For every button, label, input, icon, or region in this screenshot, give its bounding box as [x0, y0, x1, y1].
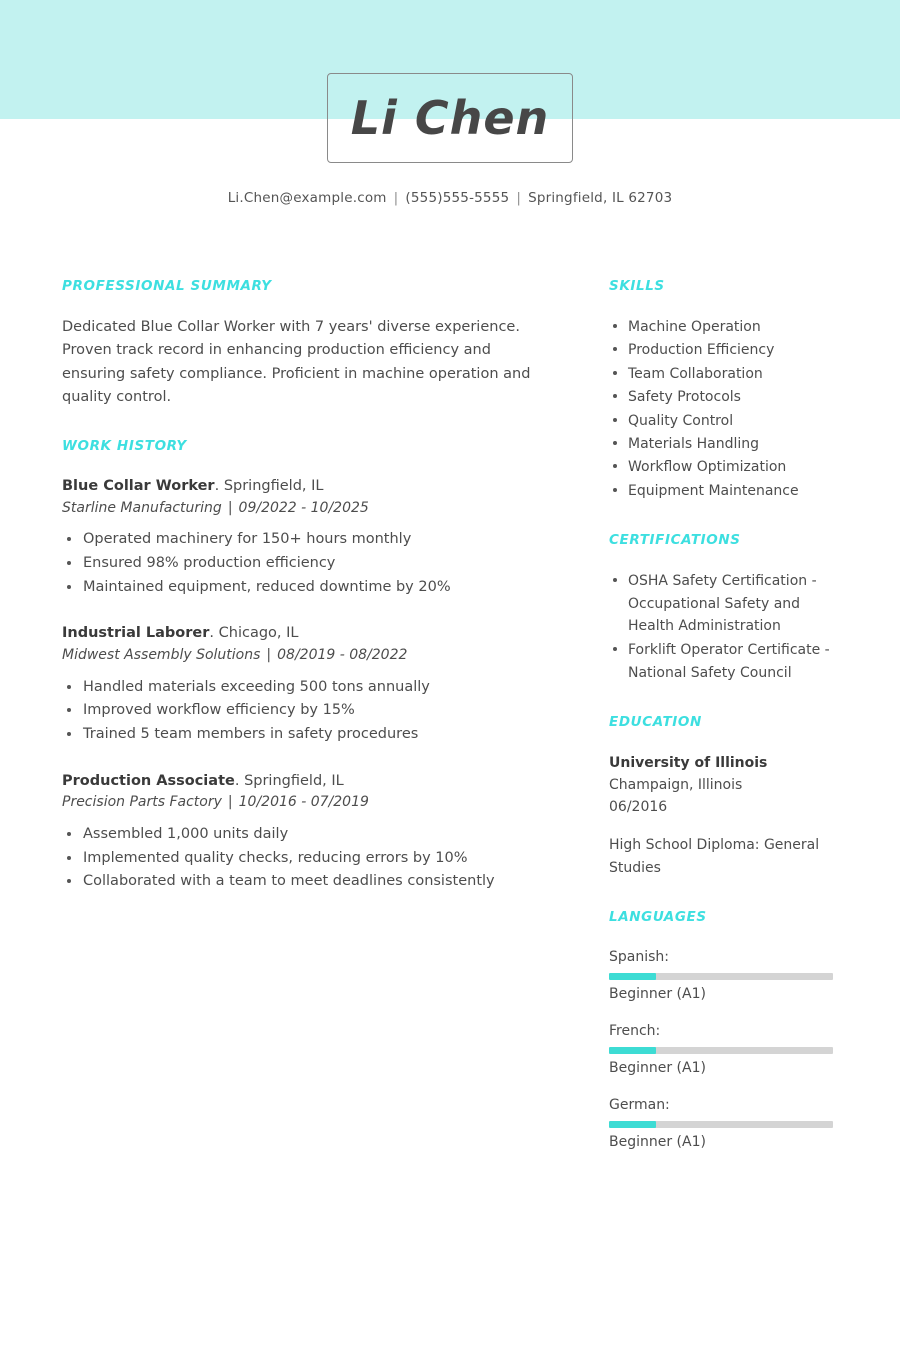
section-professional-summary [62, 278, 532, 410]
summary-heading: PROFESSIONAL SUMMARY [62, 278, 272, 294]
education-school: University of Illinois [609, 755, 768, 772]
resume-body [0, 278, 900, 1181]
language-proficiency-fill [609, 1047, 656, 1054]
work-history-heading: WORK HISTORY [62, 437, 187, 454]
job-entry [62, 623, 532, 746]
job-company: Starline Manufacturing [62, 499, 222, 516]
job-entry [62, 771, 532, 894]
language-proficiency-bar [609, 1047, 833, 1054]
job-dates: 10/2016 - 07/2019 [238, 794, 369, 811]
job-entry [62, 476, 532, 599]
education-list [609, 752, 837, 879]
job-title-line: Industrial Laborer. Chicago, IL [62, 625, 299, 642]
contact-separator-1: | [393, 190, 399, 206]
language-proficiency-bar [609, 1121, 833, 1128]
job-bullet: Maintained equipment, reduced downtime by 20% [62, 576, 532, 600]
education-heading: EDUCATION [609, 714, 702, 731]
job-bullet: Collaborated with a team to meet deadlines consistently [62, 870, 532, 894]
language-entry [609, 1095, 837, 1153]
section-certifications [609, 532, 837, 684]
contact-separator-2: | [516, 190, 522, 206]
skill-item: Workflow Optimization [609, 456, 837, 478]
language-name: French: [609, 1022, 661, 1039]
job-bullet: Trained 5 team members in safety procedures [62, 723, 532, 747]
job-company-line [62, 645, 532, 667]
language-level: Beginner (A1) [609, 985, 706, 1002]
job-title-line: Production Associate. Springfield, IL [62, 772, 344, 789]
summary-text: Dedicated Blue Collar Worker with 7 years' diverse experience. Proven track record in enhancing production efficiency and ensuring safety compliance. Proficient in machine operation and quality control. [62, 319, 531, 406]
job-bullet: Ensured 98% production efficiency [62, 552, 532, 576]
education-entry [609, 752, 837, 818]
left-column [62, 278, 542, 922]
job-bullet: Handled materials exceeding 500 tons annually [62, 676, 532, 700]
job-bullet-list [62, 823, 532, 894]
certification-item: OSHA Safety Certification - Occupational Safety and Health Administration [609, 570, 837, 637]
language-proficiency-fill [609, 973, 656, 980]
contact-email: Li.Chen@example.com [227, 190, 387, 206]
language-level: Beginner (A1) [609, 1133, 706, 1150]
section-work-history [62, 438, 532, 894]
job-separator: | [227, 499, 233, 516]
education-location: Champaign, Illinois [609, 777, 743, 794]
contact-phone: (555)555-5555 [405, 190, 510, 206]
contact-location: Springfield, IL 62703 [528, 190, 673, 206]
language-level: Beginner (A1) [609, 1059, 706, 1076]
skill-item: Materials Handling [609, 433, 837, 455]
job-location: Springfield, IL [223, 477, 324, 494]
job-title: Production Associate [62, 772, 235, 789]
education-entry [609, 834, 837, 878]
job-title: Blue Collar Worker [62, 477, 215, 494]
skills-heading: SKILLS [609, 278, 665, 294]
job-dates: 08/2019 - 08/2022 [277, 647, 408, 663]
certifications-heading: CERTIFICATIONS [609, 532, 741, 549]
right-column [609, 278, 837, 1181]
job-title-line: Blue Collar Worker. Springfield, IL [62, 477, 324, 494]
skills-list [609, 316, 837, 502]
candidate-name: Li Chen [350, 91, 550, 145]
language-proficiency-bar [609, 973, 833, 980]
job-bullet: Improved workflow efficiency by 15% [62, 699, 532, 723]
certifications-list [609, 570, 837, 684]
skill-item: Equipment Maintenance [609, 480, 837, 502]
job-bullet: Implemented quality checks, reducing errors by 10% [62, 847, 532, 871]
job-title: Industrial Laborer [62, 625, 210, 642]
job-location: Springfield, IL [244, 772, 344, 789]
education-degree: High School Diploma: General Studies [609, 837, 820, 876]
job-company: Precision Parts Factory [62, 794, 222, 811]
section-education [609, 714, 837, 879]
job-location: Chicago, IL [218, 625, 299, 642]
skill-item: Quality Control [609, 410, 837, 432]
section-skills [609, 278, 837, 502]
work-history-list [62, 476, 532, 894]
language-entry [609, 947, 837, 1005]
name-box [327, 73, 573, 163]
skill-item: Team Collaboration [609, 363, 837, 385]
contact-line [0, 190, 900, 206]
language-name: German: [609, 1096, 670, 1113]
job-company-line [62, 498, 532, 520]
languages-heading: LANGUAGES [609, 908, 707, 925]
language-entry [609, 1021, 837, 1079]
education-date: 06/2016 [609, 799, 668, 816]
job-bullet-list [62, 676, 532, 747]
job-company-line [62, 792, 532, 814]
job-separator: | [266, 647, 272, 663]
job-company: Midwest Assembly Solutions [62, 647, 261, 663]
skill-item: Safety Protocols [609, 386, 837, 408]
languages-list [609, 947, 837, 1153]
job-dates: 09/2022 - 10/2025 [238, 499, 369, 516]
job-separator: | [227, 794, 233, 811]
job-bullet: Assembled 1,000 units daily [62, 823, 532, 847]
section-languages [609, 909, 837, 1153]
skill-item: Machine Operation [609, 316, 837, 338]
language-name: Spanish: [609, 948, 669, 965]
job-bullet-list [62, 528, 532, 599]
job-bullet: Operated machinery for 150+ hours monthly [62, 528, 532, 552]
language-proficiency-fill [609, 1121, 656, 1128]
certification-item: Forklift Operator Certificate - National Safety Council [609, 639, 837, 684]
skill-item: Production Efficiency [609, 339, 837, 361]
